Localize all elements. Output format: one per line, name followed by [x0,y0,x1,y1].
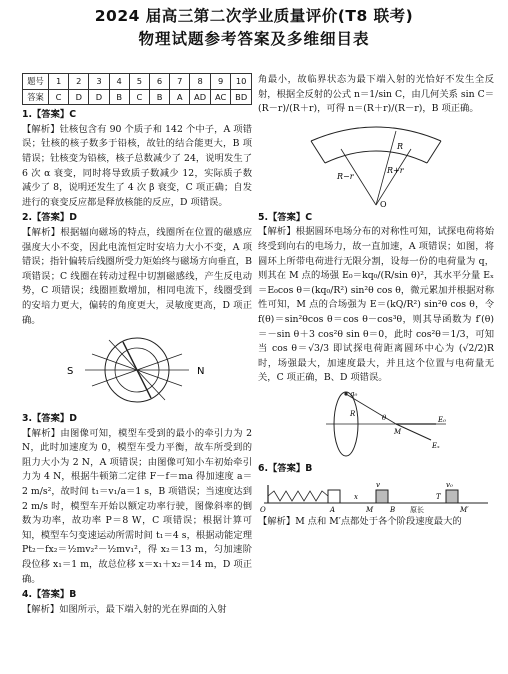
answer-table-number-row [23,74,252,90]
q5-explanation: 【解析】根据圆环电场分布的对称性可知，试探电荷将始终受到向右的电场力，故一直加速，A 项错误；如图，将圆环上所带电荷进行无限分割，设每一份的电荷量为 q，则其在 M 点的场强 E₀＝kq₀/(R/sin θ)²，其水平分量 Eₓ＝E₀cos θ＝(kq₀/R²) sin²θ cos θ，微元累加并根据对称性可知，M 点的合场强为 E＝(kQ/R²) sin²θ cos θ，令 f(θ)＝sin²θcos θ＝cos θ－cos³θ，则其导函数为 f′(θ)＝－sin θ＋3 cos²θ sin θ＝0，此时 cos²θ＝1/3，可知当 cos θ＝√3/3 即试探电荷距离圆环中心为 (√2/2)R 时，场强最大，加速度最大，并且这个位置与电荷量无关，C 项正确，B、D 项错误。 [258,226,494,384]
fig5-label-q0: q₀ [350,389,358,398]
fig6-label-m-prime: M′ [460,505,469,513]
page-title: 2024 届高三第二次学业质量评价(T8 联考) [94,7,414,25]
fig5-label-theta: θ [382,413,387,422]
fig6-label-v: v [376,480,380,489]
q4-explanation-start: 【解析】如图所示，最下端入射的光在界面的入射 [22,603,227,615]
fig4-label-o: O [380,199,387,209]
q3-explanation: 【解析】由图像可知，模型车受到的最小的牵引力为 2 N，此时加速度为 0，模型车受力平衡，故车所受到的阻力大小为 2 N，A 项错误；由图像可知小车初始牵引力为 4 N，根据牛顿第二定律 F－f＝ma 得加速度 a＝2 m/s²，故时间 t₁＝v₁/a＝1 s，B 项错误；当速度达到 2 m/s 时，模型车开始以额定功率行驶，图像斜率的倒数为功率，故功率 P＝8 W，C 项错误；根据计算可知，模型车匀变速运动所需时间 t₁＝4 s，根据动能定理 Pt₂－fx₂＝½mv₂²－½mv₁²，得 x₂＝13 m，匀加速阶段位移 x₁＝1 m，故总位移 x＝x₁＋x₂＝14 m，D 项正确。 [22,427,252,585]
fig-label-s: S [67,366,74,378]
fig5-label-m: M [394,427,402,436]
table-cell: B [149,89,169,105]
q1-answer-heading: 1.【答案】C [22,109,77,121]
q2-explanation: 【解析】根据辐向磁场的特点，线圈所在位置的磁感应强度大小不变，因此电流恒定时安培力大小不变，A 项错误；指针偏转后线圈所受力矩始终与磁场方向垂直，B 项错误；C 线圈在转动过程中切割磁感线，产生反电动势，C 项错误；线圈匝数增加，相同电流下，线圈受到的安培力更大，偏转的角度更大，灵敏度更高，D 项正确。 [22,226,252,326]
answer-table [22,73,252,105]
table-cell: BD [231,89,252,105]
page-subtitle: 物理试题参考答案及多维细目表 [138,30,370,48]
fig6-label-v0: v₀ [446,480,453,489]
table-cell: AC [210,89,231,105]
fig6-label-x: x [354,492,358,501]
table-cell: 7 [170,74,190,90]
q2-answer-heading: 2.【答案】D [22,212,77,224]
table-cell: C [48,89,68,105]
light-pipe-figure [301,119,451,209]
fig5-label-ex: Eₓ [432,441,440,450]
fig6-label-t: T [436,492,441,501]
fig4-label-r: R [397,141,404,151]
table-cell: D [69,89,89,105]
table-row-label: 题号 [23,74,49,90]
table-cell: 1 [48,74,68,90]
right-column [258,73,494,674]
fig4-label-r-plus-r: R+r [387,165,404,175]
table-cell: 6 [149,74,169,90]
spring-blocks-figure [260,479,492,513]
table-cell: 4 [109,74,129,90]
fig6-label-natural-length: 原长 [410,505,424,513]
table-cell: 10 [231,74,252,90]
fig5-label-e0: E₀ [438,415,446,424]
fig5-label-r: R [350,409,356,418]
table-cell: AD [190,89,211,105]
table-cell: 5 [129,74,149,90]
table-cell: 3 [89,74,109,90]
table-cell: 2 [69,74,89,90]
fig6-label-b: B [390,505,396,513]
table-cell: 8 [190,74,211,90]
q1-explanation: 【解析】钍核包含有 90 个质子和 142 个中子，A 项错误；钍核的核子数多于铅核，故钍的结合能更大，B 项错误；钍核变为铅核，核子总数减少了 24，说明发生了 6 次 α 衰变，同时将导致质子数减少 12，实际质子数减少了 8，说明还发生了 4 次 β 衰变，C 项正确；自发进行的衰变反应都是释放核能的反应，D 项错误。 [22,123,252,208]
table-cell: A [170,89,190,105]
table-cell: B [109,89,129,105]
fig-label-n: N [197,366,205,378]
fig4-label-r-minus-r: R−r [337,171,354,181]
charged-ring-figure [296,388,456,460]
fig6-label-a: A [330,505,336,513]
fig6-label-o: O [260,505,266,513]
q3-answer-heading: 3.【答案】D [22,413,77,425]
q4-explanation-continued: 角最小，故临界状态为最下端入射的光恰好不发生全反射，根据全反射的公式 n＝1/sin C，由几何关系 sin C＝(R－r)/(R＋r)，可得 n＝(R＋r)/(R－r)，B 项正确。 [258,74,494,115]
q6-answer-heading: 6.【答案】B [258,462,313,474]
table-cell: D [89,89,109,105]
fig6-label-m: M [366,505,374,513]
table-row-label: 答案 [23,89,49,105]
answer-table-answer-row [23,89,252,105]
radial-magnetic-field-figure [47,330,227,410]
table-cell: C [129,89,149,105]
q5-answer-heading: 5.【答案】C [258,211,313,223]
q4-answer-heading: 4.【答案】B [22,589,77,601]
left-column [22,73,252,674]
q6-explanation-start: 【解析】M 点和 M′点都处于各个阶段速度最大的 [258,515,462,527]
table-cell: 9 [210,74,231,90]
